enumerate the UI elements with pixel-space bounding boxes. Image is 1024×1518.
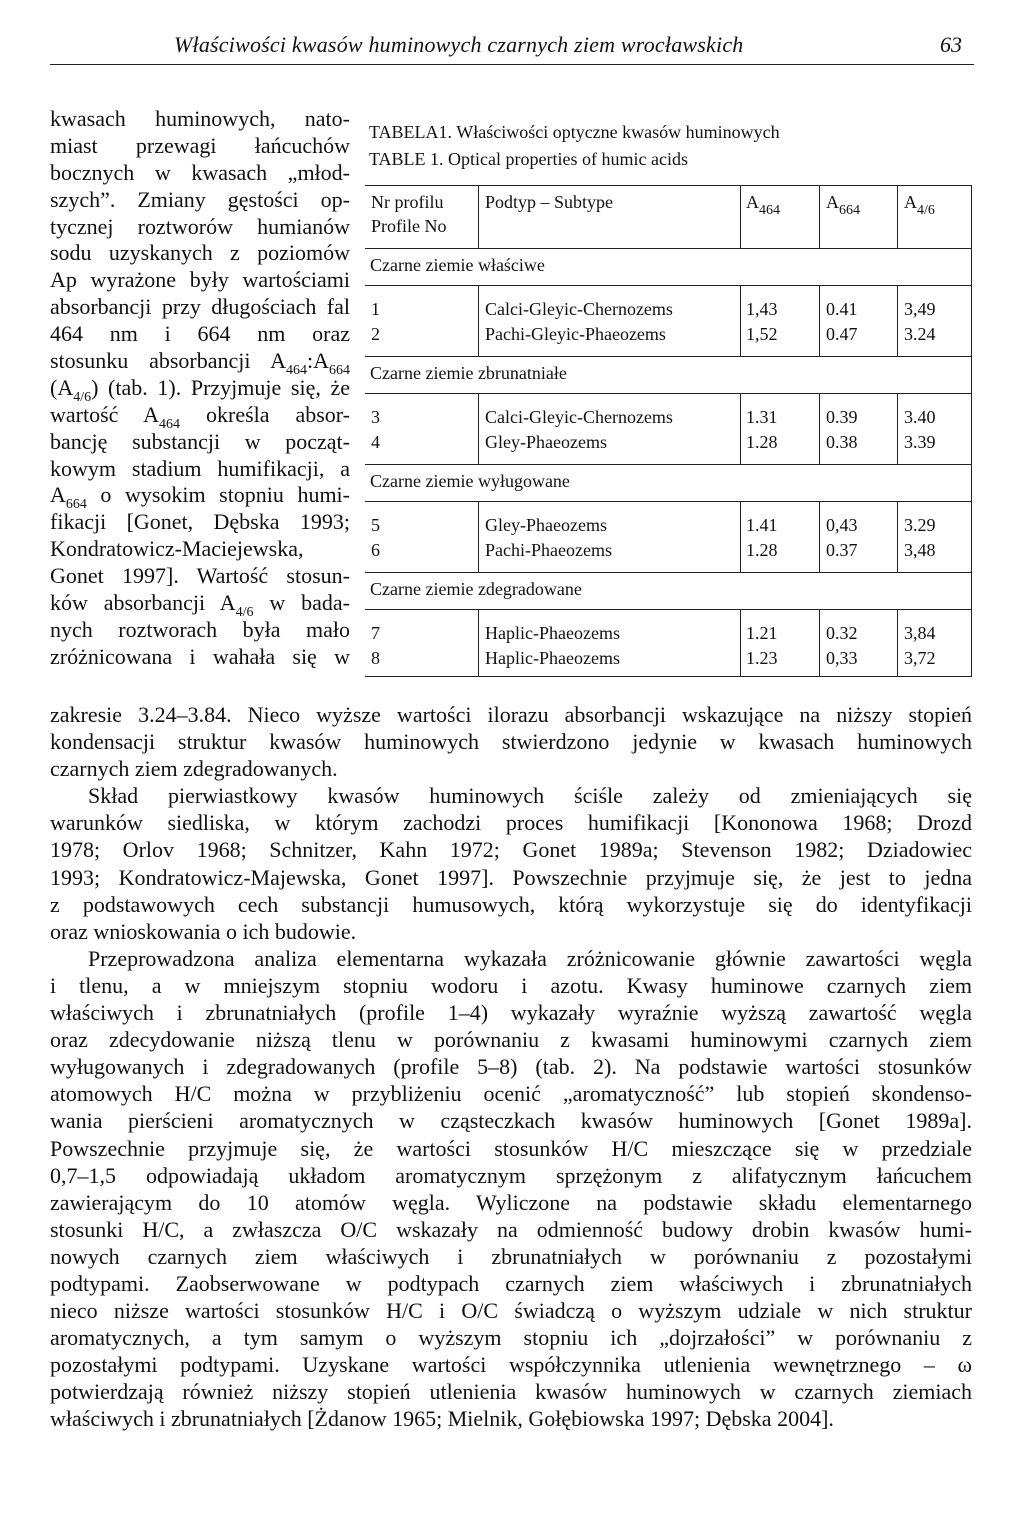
page-number: 63 [940,32,962,57]
text-line: z podstawowych cech substancji humusowych, którą wykorzystuje się do identyfikacji [50,891,972,917]
text-line: 464 nm i 664 nm oraz [50,321,350,347]
table-group-data [365,286,972,356]
text-line: aromatycznych, a tym samym o wyższym stopniu ich „dojrzałości” w porównaniu z [50,1325,972,1351]
table-row: 3 Calci-Gleyic-Chernozems 1.31 0.39 3.40 [371,407,936,427]
table-group-row: Czarne ziemie zdegradowane [365,572,972,610]
text-line: ków absorbancji $A_{4/6}$ w bada- [50,590,351,621]
text-line: Gonet 1997]. Wartość stosun- [50,563,350,589]
table-row: 5 Gley-Phaeozems 1.41 0,43 3.29 [371,515,936,535]
table-group-data [365,394,972,464]
optical-properties-table [365,185,972,677]
table-row: 8 Haplic-Phaeozems 1.23 0,33 3,72 [371,648,936,668]
table-caption-en: TABLE 1. Optical properties of humic acids [369,149,688,169]
text-line: $A_{664}$ o wysokim stopniu humi- [50,482,350,513]
text-line: tycznej roztworów humianów [50,213,350,239]
text-line: i tlenu, a w mniejszym stopniu wodoru i azotu. Kwasy huminowe czarnych ziem [50,972,972,998]
text-line: Kondratowicz-Maciejewska, [50,536,304,562]
text-line: Skład pierwiastkowy kwasów huminowych ściśle zależy od zmieniających się [88,783,972,809]
text-line: nowych czarnych ziem właściwych i zbrunatniałych w porównaniu z pozostałymi [50,1243,972,1269]
table-row: 7 Haplic-Phaeozems 1.21 0.32 3,84 [371,623,936,643]
text-line: bocznych w kwasach „młod- [50,159,350,185]
text-line: czarnych ziem zdegradowanych. [50,756,338,782]
header-subtype: Podtyp – Subtype [485,192,614,212]
text-line: $(A_{4/6})$ (tab. 1). Przyjmuje się, że [50,374,350,405]
table-row: 6 Pachi-Phaeozems 1.28 0.37 3,48 [371,540,936,560]
table-group-data [365,610,972,677]
text-line: kondensacji struktur kwasów huminowych stwierdzono jedynie w kwasach huminowych [50,729,972,755]
text-line: warunków siedliska, w którym zachodzi proces humifikacji [Kononowa 1968; Drozd [50,810,972,836]
text-line: bancję substancji w począt- [50,428,350,454]
text-line: wyługowanych i zdegradowanych (profile 5–8) (tab. 2). Na podstawie wartości stosunków [50,1054,972,1080]
table-caption-pl: TABELA1. Właściwości optyczne kwasów huminowych [369,122,780,142]
text-line: absorbancji przy długościach fal [50,294,350,320]
table-header-row [365,185,972,249]
text-line: nieco niższe wartości stosunków H/C i O/C świadczą o wyższym udziale w nich struktur [50,1298,972,1324]
text-line: sodu uzyskanych z poziomów [50,240,350,266]
text-line: oraz wnioskowania o ich budowie. [50,918,357,944]
text-line: stosunki H/C, a zwłaszcza O/C wskazały na odmienność budowy drobin kwasów humi- [50,1216,972,1242]
text-line: właściwych i zbrunatniałych [Żdanow 1965; Mielnik, Gołębiowska 1997; Dębska 2004]. [50,1406,834,1432]
text-line: wartość $A_{464}$ określa absor- [50,401,350,432]
table-row: 4 Gley-Phaeozems 1.28 0.38 3.39 [371,432,936,452]
text-line: pozostałymi podtypami. Uzyskane wartości współczynnika utlenienia wewnętrznego – ω [50,1352,972,1378]
table-group-row: Czarne ziemie wyługowane [365,464,972,502]
text-line: zróżnicowana i wahała się w [50,643,350,669]
text-line: szych”. Zmiany gęstości op- [50,186,350,212]
table-group-data [365,502,972,572]
text-line: wania pierścieni aromatycznych w cząsteczkach kwasów huminowych [Gonet 1989a]. [50,1108,972,1134]
text-line: 0,7–1,5 odpowiadają układom aromatycznym sprzężonym z alifatycznym łańcuchem [50,1162,972,1188]
text-line: stosunku absorbancji $A_{464}:A_{664}$ [50,348,350,379]
text-line: atomowych H/C można w przybliżeniu ocenić „aromatyczność” lub stopień skondenso- [50,1081,972,1107]
table-group-row: Czarne ziemie zbrunatniałe [365,356,972,394]
text-line: właściwych i zbrunatniałych (profile 1–4) wykazały wyraźnie wyższą zawartość węgla [50,1000,972,1026]
running-header-title: Właściwości kwasów huminowych czarnych ziem wrocławskich [174,32,744,57]
text-line: Przeprowadzona analiza elementarna wykazała zróżnicowanie głównie zawartości węgla [88,945,972,971]
text-line: zawierającym do 10 atomów węgla. Wyliczone na podstawie składu elementarnego [50,1189,972,1215]
header-a464: $A_{464}$ [746,192,780,218]
side-column-text [50,106,350,671]
text-line: miast przewagi łańcuchów [50,132,350,158]
table-group-row: Czarne ziemie właściwe [365,249,972,286]
text-line: 1978; Orlov 1968; Schnitzer, Kahn 1972; Gonet 1989a; Stevenson 1982; Dziadowiec [50,837,972,863]
table-caption [369,119,780,173]
table-row: 1 Calci-Gleyic-Chernozems 1,43 0.41 3,49 [371,299,936,319]
text-line: kowym stadium humifikacji, a [50,455,350,481]
text-line: zakresie 3.24–3.84. Nieco wyższe wartości ilorazu absorbancji wskazujące na niższy stopień [50,702,972,727]
text-line: oraz zdecydowanie niższą tlenu w porównaniu z kwasami huminowymi czarnych ziem [50,1027,972,1053]
table-row: 2 Pachi-Gleyic-Phaeozems 1,52 0.47 3.24 [371,324,936,344]
body-text [50,701,972,1433]
text-line: 1993; Kondratowicz-Majewska, Gonet 1997]. Powszechnie przyjmuje się, że jest to jedna [50,864,972,890]
text-line: podtypami. Zaobserwowane w podtypach czarnych ziem właściwych i zbrunatniałych [50,1270,972,1296]
text-line: Ap wyrażone były wartościami [50,267,350,293]
text-line: Powszechnie przyjmuje się, że wartości stosunków H/C mieszczące się w przedziale [50,1135,972,1161]
header-a664: $A_{664}$ [826,192,860,218]
text-line: potwierdzają również niższy stopień utlenienia kwasów huminowych w czarnych ziemiach [50,1379,972,1405]
header-a46: $A_{4/6}$ [904,192,935,218]
running-header [50,30,974,65]
text-line: fikacji [Gonet, Dębska 1993; [50,509,350,535]
text-line: nych roztworach była mało [50,616,350,642]
header-profile: Nr profilu Profile No [371,192,447,236]
text-line: kwasach huminowych, nato- [50,106,350,131]
